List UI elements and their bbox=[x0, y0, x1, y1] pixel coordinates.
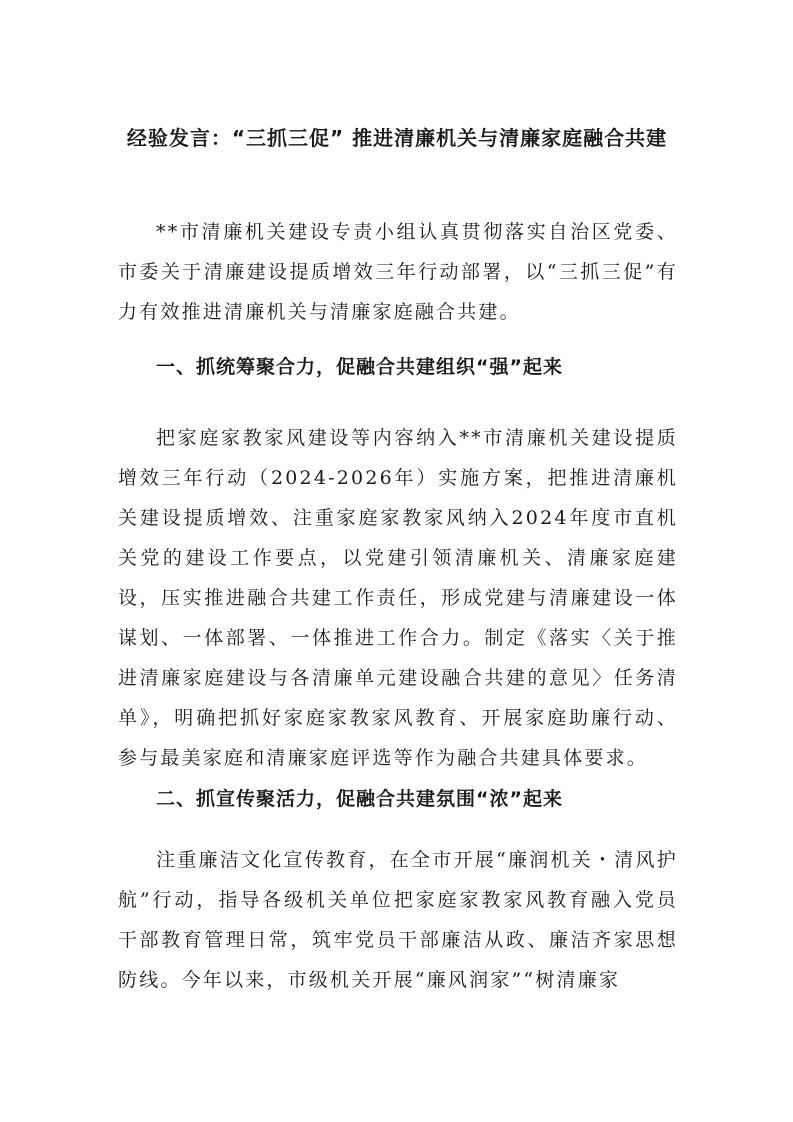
intro-paragraph: **市清廉机关建设专责小组认真贯彻落实自治区党委、市委关于清廉建设提质增效三年行动部署，以“三抓三促”有力有效推进清廉机关与清廉家庭融合共建。 bbox=[118, 221, 678, 323]
section-heading-1: 一、抓统筹聚合力，促融合共建组织“强”起来 bbox=[156, 356, 563, 378]
section-2-paragraph: 注重廉洁文化宣传教育，在全市开展“廉润机关・清风护航”行动，指导各级机关单位把家庭家教家风教育融入党员干部教育管理日常，筑牢党员干部廉洁从政、廉洁齐家思想防线。今年以来，市级机关开展“廉风润家”“树清廉家 bbox=[118, 849, 678, 991]
section-1-paragraph: 把家庭家教家风建设等内容纳入**市清廉机关建设提质增效三年行动（2024-2026年）实施方案，把推进清廉机关建设提质增效、注重家庭家教家风纳入2024年度市直机关党的建设工作要点，以党建引领清廉机关、清廉家庭建设，压实推进融合共建工作责任，形成党建与清廉建设一体谋划、一体部署、一体推进工作合力。制定《落实〈关于推进清廉家庭建设与各清廉单元建设融合共建的意见〉任务清单》，明确把抓好家庭家教家风教育、开展家庭助廉行动、参与最美家庭和清廉家庭评选等作为融合共建具体要求。 bbox=[118, 427, 678, 769]
section-heading-2: 二、抓宣传聚活力，促融合共建氛围“浓”起来 bbox=[156, 788, 563, 810]
document-title: 经验发言：“三抓三促” 推进清廉机关与清廉家庭融合共建 bbox=[126, 126, 668, 150]
